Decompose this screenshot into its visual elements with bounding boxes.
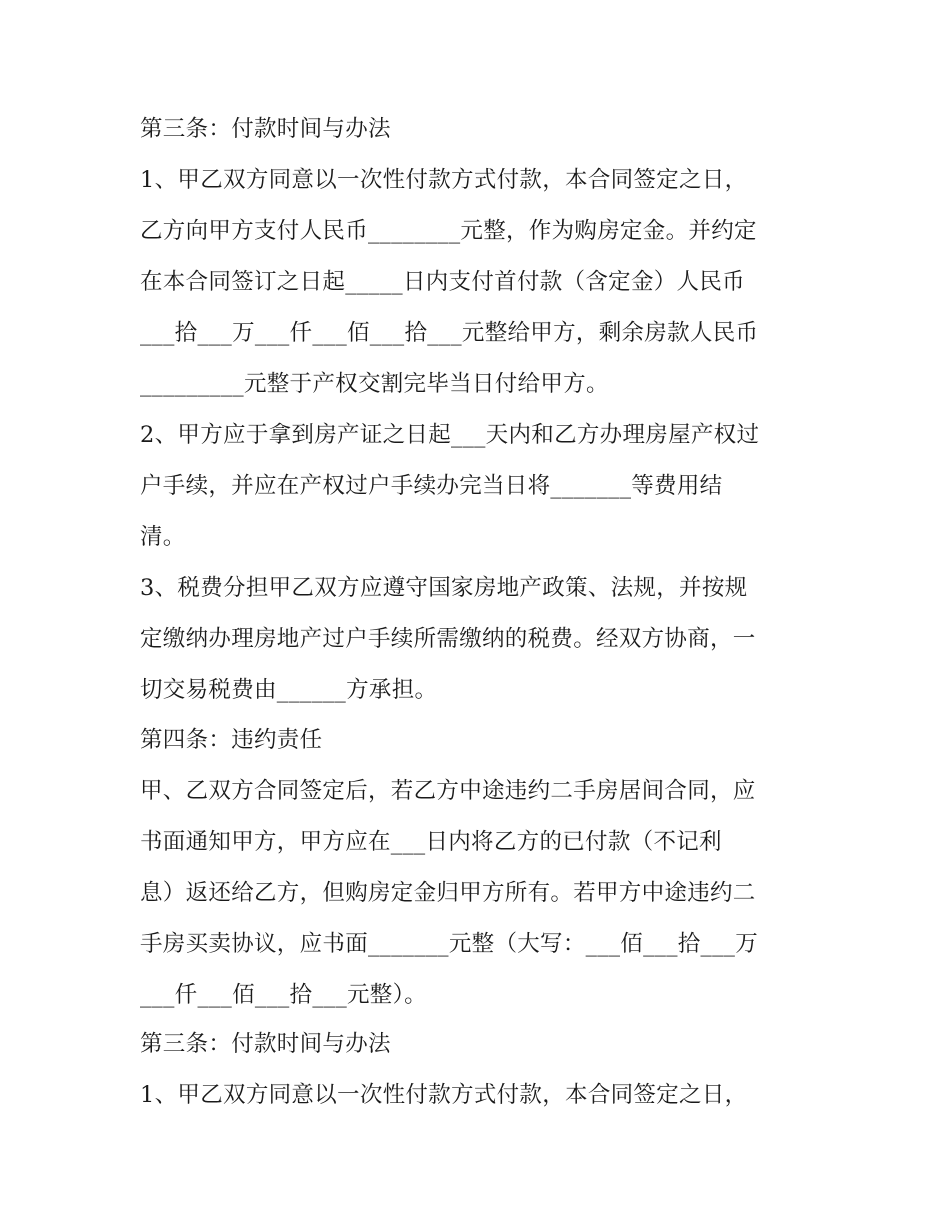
text-line: ___仟___佰___拾___元整）。 <box>140 982 427 1008</box>
text-line: 2、甲方应于拿到房产证之日起___天内和乙方办理房屋产权过 <box>140 422 760 448</box>
text-line: 书面通知甲方，甲方应在___日内将乙方的已付款（不记利 <box>140 829 722 855</box>
text-line: 清。 <box>140 524 186 550</box>
text-line: 户手续，并应在产权过户手续办完当日将_______等费用结 <box>140 473 723 499</box>
text-line: 在本合同签订之日起_____日内支付首付款（含定金）人民币 <box>140 269 745 295</box>
text-line: ___拾___万___仟___佰___拾___元整给甲方，剩余房款人民币 <box>140 320 759 346</box>
text-line: 甲、乙双方合同签定后，若乙方中途违约二手房居间合同，应 <box>140 778 756 804</box>
text-line: 1、甲乙双方同意以一次性付款方式付款，本合同签定之日， <box>140 1082 748 1108</box>
section-heading-breach: 第四条：违约责任 <box>140 727 323 753</box>
text-line: 切交易税费由______方承担。 <box>140 677 438 703</box>
text-line: 息）返还给乙方，但购房定金归甲方所有。若甲方中途违约二 <box>140 880 756 906</box>
text-line: 1、甲乙双方同意以一次性付款方式付款，本合同签定之日， <box>140 167 748 193</box>
text-line: 定缴纳办理房地产过户手续所需缴纳的税费。经双方协商，一 <box>140 626 756 652</box>
text-line: _________元整于产权交割完毕当日付给甲方。 <box>140 371 609 397</box>
text-line: 手房买卖协议，应书面_______元整（大写：___佰___拾___万 <box>140 931 759 957</box>
text-line: 乙方向甲方支付人民币________元整，作为购房定金。并约定 <box>140 218 757 244</box>
section-heading-payment: 第三条：付款时间与办法 <box>140 116 391 142</box>
section-heading-payment: 第三条：付款时间与办法 <box>140 1031 391 1057</box>
text-line: 3、税费分担甲乙双方应遵守国家房地产政策、法规，并按规 <box>140 575 748 601</box>
